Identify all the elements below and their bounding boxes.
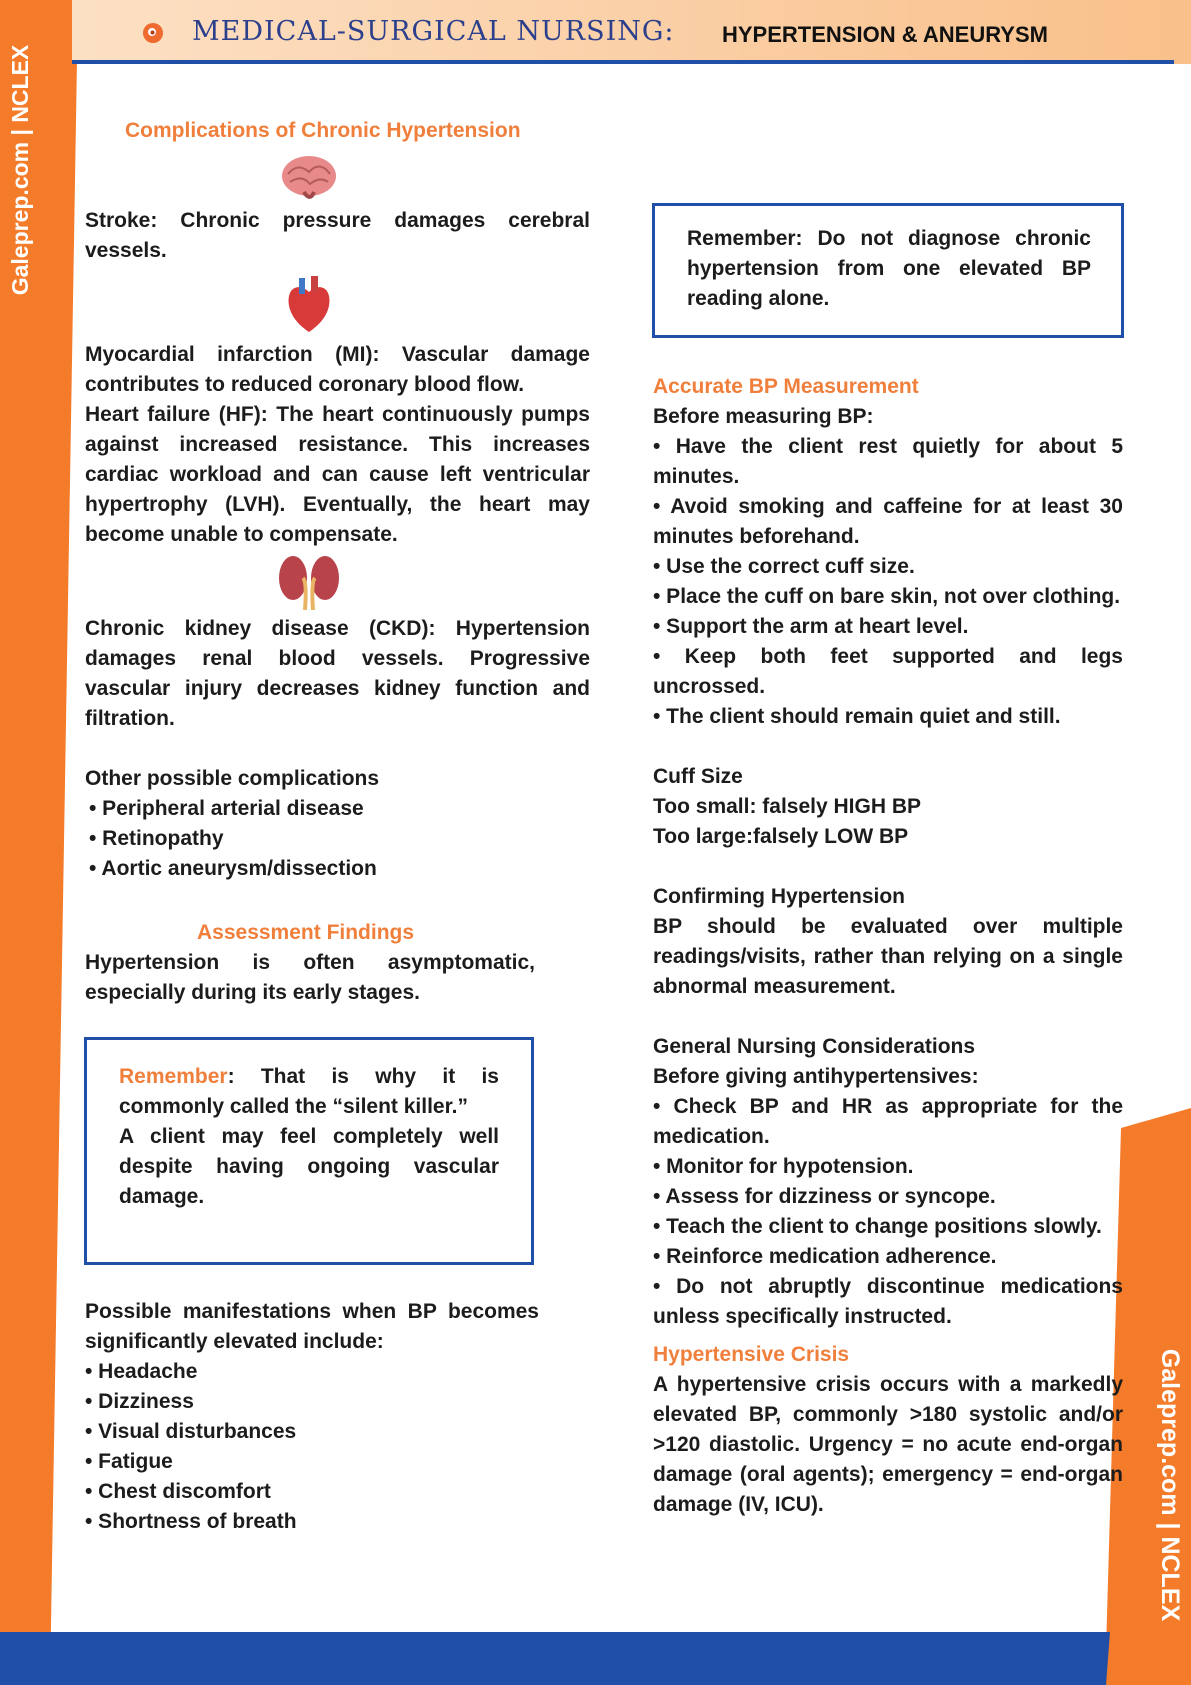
list-item: • Place the cuff on bare skin, not over clothing. xyxy=(653,585,1121,608)
logo-icon xyxy=(142,22,164,44)
remember-left-text xyxy=(119,1062,499,1122)
list-item: • Visual disturbances xyxy=(85,1420,297,1443)
header-title: MEDICAL-SURGICAL NURSING: xyxy=(192,16,675,47)
other-complications-list xyxy=(85,794,590,884)
list-item: • Monitor for hypotension. xyxy=(653,1155,914,1178)
nursing-intro: Before giving antihypertensives: xyxy=(653,1065,979,1088)
remember-box-left xyxy=(84,1037,534,1265)
cuff-too-large: Too large:falsely LOW BP xyxy=(653,825,909,848)
list-item: • Reinforce medication adherence. xyxy=(653,1245,997,1268)
list-item: • Peripheral arterial disease xyxy=(89,797,364,820)
mi-text: Myocardial infarction (MI): Vascular damage contributes to reduced coronary blood flow. xyxy=(85,343,590,396)
manifestations-intro: Possible manifestations when BP becomes significantly elevated include: xyxy=(85,1300,539,1353)
list-item: • Teach the client to change positions slowly. xyxy=(653,1215,1102,1238)
list-item: • Fatigue xyxy=(85,1450,173,1473)
list-item: • Do not abruptly discontinue medications unless specifically instructed. xyxy=(653,1275,1123,1328)
remember-right-text: Remember: Do not diagnose chronic hypertension from one elevated BP reading alone. xyxy=(687,227,1091,310)
remember-left-line1: : That is why it is commonly called the “silent killer.” xyxy=(119,1065,499,1118)
complications-heading: Complications of Chronic Hypertension xyxy=(125,119,521,142)
crisis-text: A hypertensive crisis occurs with a markedly elevated BP, commonly >180 systolic and/or >120 diastolic. Urgency = no acute end-organ damage (oral agents); emergency = end-organ damage (IV, ICU). xyxy=(653,1373,1123,1516)
list-item: • Keep both feet supported and legs uncrossed. xyxy=(653,645,1123,698)
heart-icon xyxy=(285,276,333,334)
assessment-heading: Assessment Findings xyxy=(197,921,415,944)
brain-icon xyxy=(280,154,338,202)
list-item: • Shortness of breath xyxy=(85,1510,297,1533)
hf-text: Heart failure (HF): The heart continuously pumps against increased resistance. This increases cardiac workload and can cause left ventricular hypertrophy (LVH). Eventually, the heart may become unable to compensate. xyxy=(85,403,590,546)
cuff-too-small: Too small: falsely HIGH BP xyxy=(653,795,922,818)
bp-measurement-list xyxy=(653,432,1123,732)
list-item: • Assess for dizziness or syncope. xyxy=(653,1185,996,1208)
list-item: • Aortic aneurysm/dissection xyxy=(89,857,377,880)
nursing-list xyxy=(653,1092,1123,1332)
list-item: • Headache xyxy=(85,1360,198,1383)
left-column xyxy=(85,116,590,1008)
list-item: • Have the client rest quietly for about 5 minutes. xyxy=(653,435,1123,488)
remember-box-right xyxy=(652,203,1124,338)
remember-label: Remember xyxy=(119,1065,228,1088)
list-item: • Retinopathy xyxy=(89,827,224,850)
confirming-heading: Confirming Hypertension xyxy=(653,885,906,908)
list-item: • The client should remain quiet and still. xyxy=(653,705,1061,728)
list-item: • Use the correct cuff size. xyxy=(653,555,915,578)
footer-bar xyxy=(0,1632,1191,1685)
list-item: • Avoid smoking and caffeine for at least 30 minutes beforehand. xyxy=(653,495,1123,548)
list-item: • Check BP and HR as appropriate for the medication. xyxy=(653,1095,1123,1148)
ckd-text: Chronic kidney disease (CKD): Hypertension damages renal blood vessels. Progressive vascular injury decreases kidney function and filtration. xyxy=(85,617,590,730)
kidney-icon xyxy=(277,552,341,610)
confirming-text: BP should be evaluated over multiple readings/visits, rather than relying on a single abnormal measurement. xyxy=(653,915,1123,998)
crisis-heading: Hypertensive Crisis xyxy=(653,1343,850,1366)
side-label-right: Galeprep.com | NCLEX xyxy=(1156,1348,1184,1622)
right-column xyxy=(653,372,1123,1520)
header-subtitle: HYPERTENSION & ANEURYSM xyxy=(722,22,1048,47)
manifestations-section xyxy=(85,1297,539,1537)
bp-measurement-intro: Before measuring BP: xyxy=(653,405,874,428)
list-item: • Dizziness xyxy=(85,1390,194,1413)
cuff-size-heading: Cuff Size xyxy=(653,765,743,788)
bp-measurement-heading: Accurate BP Measurement xyxy=(653,375,919,398)
manifestations-list xyxy=(85,1357,539,1537)
list-item: • Chest discomfort xyxy=(85,1480,271,1503)
assessment-text: Hypertension is often asymptomatic, especially during its early stages. xyxy=(85,951,535,1004)
list-item: • Support the arm at heart level. xyxy=(653,615,969,638)
remember-left-line2: A client may feel completely well despite having ongoing vascular damage. xyxy=(119,1125,499,1208)
nursing-heading: General Nursing Considerations xyxy=(653,1035,976,1058)
side-label-left: Galeprep.com | NCLEX xyxy=(7,44,33,296)
stroke-text: Stroke: Chronic pressure damages cerebral vessels. xyxy=(85,209,590,262)
header-divider xyxy=(72,60,1174,64)
other-complications-heading: Other possible complications xyxy=(85,767,380,790)
